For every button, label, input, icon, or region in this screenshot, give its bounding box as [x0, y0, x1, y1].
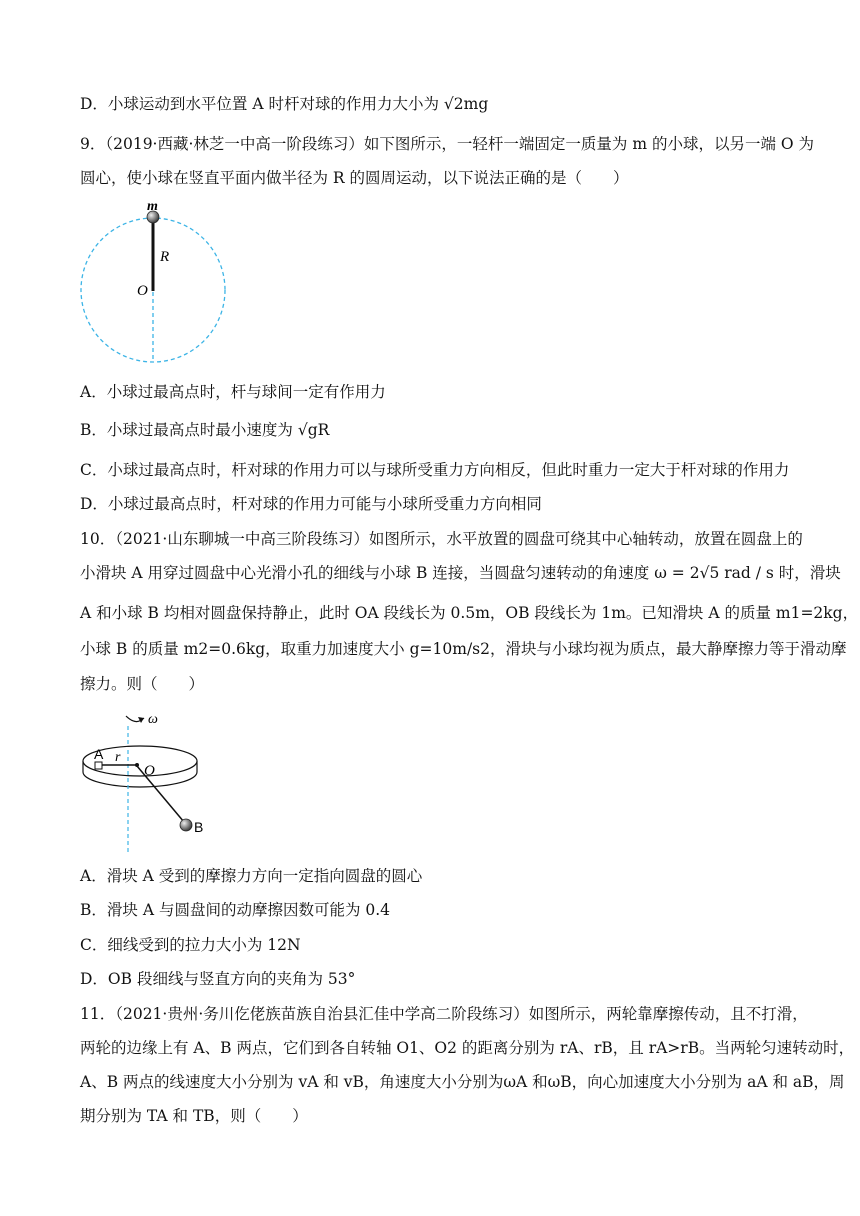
q9-option-c: C．小球过最高点时，杆对球的作用力可以与球所受重力方向相反，但此时重力一定大于杆对球的作用力: [80, 461, 790, 479]
q10-stem-line-4: 小球 B 的质量 m2=0.6kg，取重力加速度大小 g=10m/s2，滑块与小球均视为质点，最大静摩擦力等于滑动摩: [80, 640, 847, 658]
q9-label-R: R: [160, 249, 170, 265]
q9-circle-figure: [80, 195, 230, 367]
q10-disk-figure: [80, 704, 230, 854]
q10-option-c: C．细线受到的拉力大小为 12N: [80, 936, 301, 954]
q10-stem-line-1: 10．（2021·山东聊城一中高三阶段练习）如图所示，水平放置的圆盘可绕其中心轴转动，放置在圆盘上的: [80, 530, 803, 548]
q10-ball-b: [180, 819, 192, 831]
q9-option-d: D．小球过最高点时，杆对球的作用力可能与小球所受重力方向相同: [80, 495, 542, 513]
q9-stem-line-2: 圆心，使小球在竖直平面内做半径为 R 的圆周运动，以下说法正确的是（ ）: [80, 169, 629, 187]
q10-label-r: r: [115, 750, 121, 765]
q11-stem-line-1: 11．（2021·贵州·务川仡佬族苗族自治县汇佳中学高二阶段练习）如图所示，两轮靠摩擦传动，且不打滑，: [80, 1005, 808, 1023]
q9-option-a: A．小球过最高点时，杆与球间一定有作用力: [80, 383, 386, 401]
q8-option-d: D．小球运动到水平位置 A 时杆对球的作用力大小为 √2mg: [80, 95, 489, 113]
q10-option-a: A．滑块 A 受到的摩擦力方向一定指向圆盘的圆心: [80, 867, 423, 885]
q11-stem-line-4: 期分别为 TA 和 TB，则（ ）: [80, 1107, 308, 1125]
q10-slider-a: [95, 762, 102, 769]
q10-option-b: B．滑块 A 与圆盘间的动摩擦因数可能为 0.4: [80, 901, 391, 919]
q10-label-O: O: [144, 763, 155, 779]
q9-stem-line-1: 9．（2019·西藏·林芝一中高一阶段练习）如下图所示，一轻杆一端固定一质量为 m 的小球，以另一端 O 为: [80, 135, 815, 153]
q10-option-d: D．OB 段细线与竖直方向的夹角为 53°: [80, 970, 356, 988]
q10-label-omega: ω: [148, 712, 158, 727]
q10-label-A: A: [94, 746, 104, 762]
q11-stem-line-2: 两轮的边缘上有 A、B 两点，它们到各自转轴 O1、O2 的距离分别为 rA、rB，且 rA>rB。当两轮匀速转动时，: [80, 1039, 855, 1057]
q11-stem-line-3: A、B 两点的线速度大小分别为 vA 和 vB，角速度大小分别为ωA 和ωB，向心加速度大小分别为 aA 和 aB，周: [80, 1073, 845, 1091]
q10-label-B: B: [194, 819, 204, 835]
q9-label-O: O: [137, 283, 148, 299]
q9-label-m: m: [147, 199, 158, 214]
q9-option-b: B．小球过最高点时最小速度为 √gR: [80, 421, 330, 439]
q10-stem-line-5: 擦力。则（ ）: [80, 675, 205, 693]
q10-stem-line-2: 小滑块 A 用穿过圆盘中心光滑小孔的细线与小球 B 连接，当圆盘匀速转动的角速度 ω = 2√5 rad / s 时，滑块: [80, 564, 841, 582]
q10-stem-line-3: A 和小球 B 均相对圆盘保持静止，此时 OA 段线长为 0.5m，OB 段线长为 1m。已知滑块 A 的质量 m1=2kg，: [80, 604, 859, 622]
